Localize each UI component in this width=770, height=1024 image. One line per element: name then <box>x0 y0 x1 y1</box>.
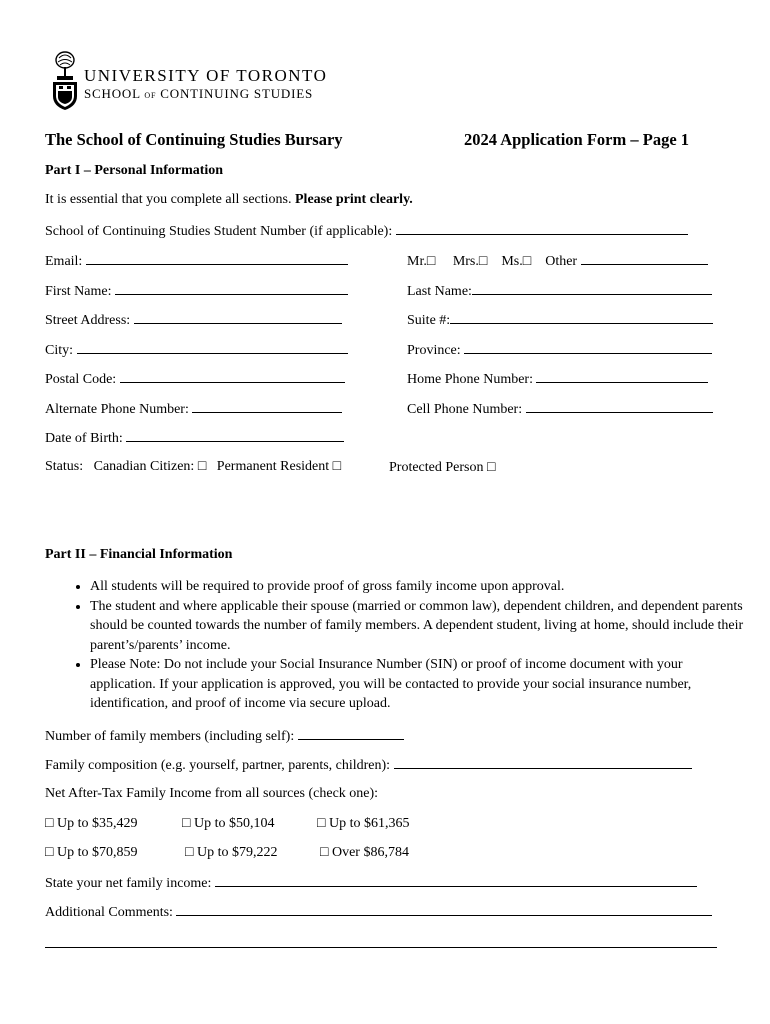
mr-option[interactable]: Mr.□ <box>407 254 436 269</box>
instruction-text: It is essential that you complete all sections. Please print clearly. <box>45 192 413 207</box>
alternate-phone-input[interactable] <box>192 400 342 413</box>
income-option-61365[interactable]: □ Up to $61,365 <box>317 816 410 831</box>
comments-input-line-2[interactable] <box>45 935 717 948</box>
family-members-field[interactable]: Number of family members (including self): <box>45 727 404 745</box>
net-income-label: Net After-Tax Family Income from all sources (check one): <box>45 786 379 801</box>
title-options <box>407 252 708 270</box>
list-item: • The student and where applicable their spouse (married or common law), dependent children, and dependent parents should be counted towards the number of family members. A dependent student, living at home, should include their parent’s/parents’ income. <box>90 597 750 656</box>
date-of-birth-input[interactable] <box>126 429 344 442</box>
page-indicator: 2024 Application Form – Page 1 <box>464 130 690 149</box>
province-field[interactable]: Province: <box>407 341 712 359</box>
family-composition-input[interactable] <box>394 756 692 769</box>
street-address-field[interactable]: Street Address: <box>45 311 342 329</box>
first-name-field[interactable]: First Name: <box>45 282 348 300</box>
comments-field[interactable]: Additional Comments: <box>45 903 712 921</box>
province-input[interactable] <box>464 341 712 354</box>
permanent-resident-option[interactable]: Permanent Resident □ <box>216 459 342 474</box>
income-option-50104[interactable]: □ Up to $50,104 <box>182 816 275 831</box>
postal-code-field[interactable]: Postal Code: <box>45 370 345 388</box>
logo-school-name: SCHOOL OF CONTINUING STUDIES <box>84 86 313 101</box>
comments-input[interactable] <box>176 903 712 916</box>
part1-heading: Part I – Personal Information <box>45 163 224 178</box>
canadian-citizen-option[interactable]: Canadian Citizen: □ <box>93 459 207 474</box>
student-number-field[interactable]: School of Continuing Studies Student Number (if applicable): <box>45 222 688 240</box>
student-number-input[interactable] <box>396 222 688 235</box>
income-option-70859[interactable]: □ Up to $70,859 <box>45 845 138 860</box>
home-phone-field[interactable]: Home Phone Number: <box>407 370 708 388</box>
ms-option[interactable]: Ms.□ <box>501 254 532 269</box>
income-option-35429[interactable]: □ Up to $35,429 <box>45 816 138 831</box>
family-members-input[interactable] <box>298 727 404 740</box>
list-item: • Please Note: Do not include your Social Insurance Number (SIN) or proof of income document with your application. If your application is approved, you will be contacted to provide your social insurance number, identification, and proof of income via secure upload. <box>90 655 750 714</box>
city-input[interactable] <box>77 341 348 354</box>
date-of-birth-field[interactable]: Date of Birth: <box>45 429 344 447</box>
home-phone-input[interactable] <box>536 370 708 383</box>
part2-heading: Part II – Financial Information <box>45 547 233 562</box>
protected-person-option[interactable]: Protected Person □ <box>389 460 496 475</box>
net-income-field[interactable]: State your net family income: <box>45 874 697 892</box>
email-field[interactable]: Email: <box>45 252 348 270</box>
postal-code-input[interactable] <box>120 370 345 383</box>
last-name-field[interactable]: Last Name: <box>407 282 712 300</box>
net-income-input[interactable] <box>215 874 697 887</box>
suite-field[interactable]: Suite #: <box>407 311 713 329</box>
email-input[interactable] <box>86 252 348 265</box>
city-field[interactable]: City: <box>45 341 348 359</box>
alternate-phone-field[interactable]: Alternate Phone Number: <box>45 400 342 418</box>
street-address-input[interactable] <box>134 311 342 324</box>
list-item: • All students will be required to provide proof of gross family income upon approval. <box>90 577 750 597</box>
cell-phone-input[interactable] <box>526 400 713 413</box>
requirements-list <box>66 577 750 714</box>
other-option[interactable]: Other <box>545 254 707 269</box>
status-field: Status: Canadian Citizen: □ Permanent Resident □ <box>45 459 342 474</box>
cell-phone-field[interactable]: Cell Phone Number: <box>407 400 713 418</box>
income-option-86784[interactable]: □ Over $86,784 <box>320 845 409 860</box>
crest-icon <box>50 50 80 112</box>
mrs-option[interactable]: Mrs.□ <box>452 254 488 269</box>
suite-input[interactable] <box>450 311 713 324</box>
first-name-input[interactable] <box>115 282 348 295</box>
family-composition-field[interactable]: Family composition (e.g. yourself, partner, parents, children): <box>45 756 692 774</box>
income-option-79222[interactable]: □ Up to $79,222 <box>185 845 278 860</box>
last-name-input[interactable] <box>472 282 712 295</box>
form-title: The School of Continuing Studies Bursary <box>45 130 343 149</box>
logo-university-name: UNIVERSITY OF TORONTO <box>84 66 328 85</box>
